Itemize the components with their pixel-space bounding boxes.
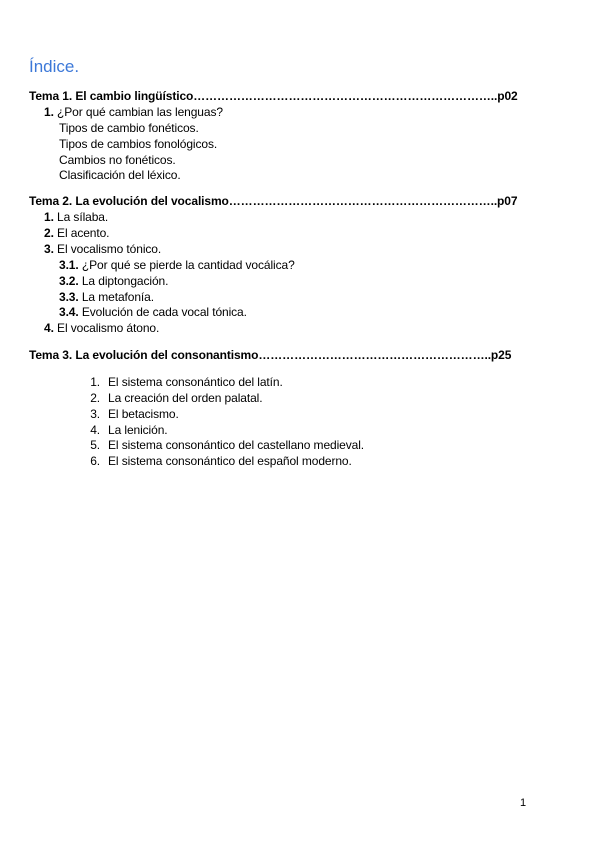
toc-entry-tema-1[interactable]: Tema 1. El cambio lingüístico…………………………………………………………………..p02 (29, 89, 518, 103)
list-item (82, 375, 283, 389)
item-number: 3. (44, 242, 54, 256)
item-number: 3.2. (59, 274, 79, 288)
list-item (82, 407, 179, 421)
list-item (59, 305, 247, 319)
item-text: El vocalismo átono. (57, 321, 160, 335)
toc-entry-tema-3[interactable]: Tema 3. La evolución del consonantismo…………………………………………………..p25 (29, 348, 512, 362)
item-text: Evolución de cada vocal tónica. (81, 305, 247, 319)
item-number: 2. (44, 226, 54, 240)
item-number: 3.1. (59, 258, 79, 272)
item-text: ¿Por qué cambian las lenguas? (57, 105, 223, 119)
list-item (44, 105, 223, 119)
item-number: 5. (90, 438, 100, 452)
item-text: La lenición. (108, 423, 168, 437)
item-text: ¿Por qué se pierde la cantidad vocálica? (81, 258, 295, 272)
item-text: La sílaba. (57, 210, 109, 224)
list-item (44, 226, 109, 240)
item-text: El acento. (57, 226, 110, 240)
item-number: 2. (90, 391, 100, 405)
item-text: El sistema consonántico del latín. (108, 375, 283, 389)
item-number: 4. (90, 423, 100, 437)
list-item (59, 290, 154, 304)
list-item (82, 454, 352, 468)
item-text: El sistema consonántico del español moderno. (108, 454, 352, 468)
item-number: 4. (44, 321, 54, 335)
item-number: 1. (44, 105, 54, 119)
item-text: La creación del orden palatal. (108, 391, 263, 405)
page-number: 1 (520, 797, 527, 809)
list-item: Tipos de cambios fonológicos. (59, 137, 218, 151)
list-item (44, 242, 161, 256)
item-number: 3.3. (59, 290, 79, 304)
item-text: El sistema consonántico del castellano medieval. (108, 438, 365, 452)
list-item (59, 258, 295, 272)
list-item: Tipos de cambio fonéticos. (59, 121, 199, 135)
list-item (82, 438, 364, 452)
item-text: La diptongación. (81, 274, 169, 288)
list-item: Cambios no fonéticos. (59, 153, 176, 167)
item-number: 6. (90, 454, 100, 468)
item-text: La metafonía. (81, 290, 154, 304)
item-number: 3.4. (59, 305, 79, 319)
page-title: Índice. (29, 57, 80, 76)
list-item (59, 274, 168, 288)
item-number: 1. (44, 210, 54, 224)
item-number: 1. (90, 375, 100, 389)
list-item (82, 423, 168, 437)
toc-entry-tema-2[interactable]: Tema 2. La evolución del vocalismo…………………………………………………………..p07 (29, 194, 518, 208)
item-number: 3. (90, 407, 100, 421)
list-item: Clasificación del léxico. (59, 168, 181, 182)
list-item (44, 210, 108, 224)
list-item (82, 391, 262, 405)
list-item (44, 321, 159, 335)
item-text: El betacismo. (108, 407, 179, 421)
item-text: El vocalismo tónico. (57, 242, 162, 256)
